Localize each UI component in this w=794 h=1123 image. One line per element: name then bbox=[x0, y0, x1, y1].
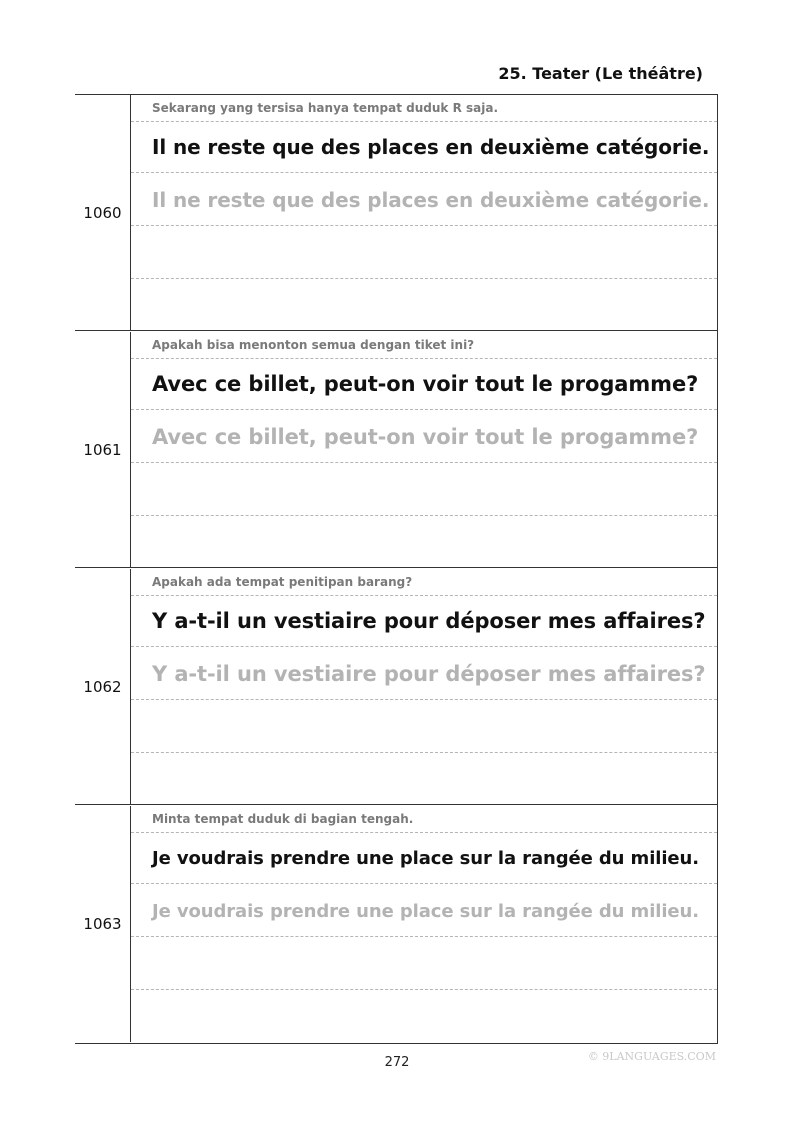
model-sentence: Il ne reste que des places en deuxième catégorie. bbox=[152, 135, 710, 159]
trace-sentence: Il ne reste que des places en deuxième catégorie. bbox=[152, 188, 710, 212]
hint-text: Apakah bisa menonton semua dengan tiket ini? bbox=[152, 338, 475, 352]
writing-lines bbox=[131, 806, 717, 1042]
hint-line bbox=[131, 806, 717, 833]
entry-row bbox=[75, 569, 717, 805]
entry-row bbox=[75, 95, 717, 331]
copyright-notice: © 9LANGUAGES.COM bbox=[587, 1050, 716, 1063]
writing-lines bbox=[131, 569, 717, 804]
model-sentence: Je voudrais prendre une place sur la rangée du milieu. bbox=[152, 848, 699, 869]
hint-text: Apakah ada tempat penitipan barang? bbox=[152, 575, 413, 589]
dashed-rule bbox=[131, 225, 717, 226]
dashed-rule bbox=[131, 515, 717, 516]
entry-number: 1060 bbox=[75, 95, 131, 330]
dashed-rule bbox=[131, 462, 717, 463]
trace-sentence: Je voudrais prendre une place sur la rangée du milieu. bbox=[152, 901, 699, 922]
hint-text: Sekarang yang tersisa hanya tempat duduk R saja. bbox=[152, 101, 498, 115]
entry-row bbox=[75, 332, 717, 568]
entry-number: 1062 bbox=[75, 569, 131, 804]
page-number: 272 bbox=[384, 1055, 410, 1070]
dashed-rule bbox=[131, 989, 717, 990]
dashed-rule bbox=[131, 172, 717, 173]
dashed-rule bbox=[131, 409, 717, 410]
model-sentence: Avec ce billet, peut-on voir tout le progamme? bbox=[152, 372, 699, 396]
entry-row bbox=[75, 806, 717, 1042]
hint-text: Minta tempat duduk di bagian tengah. bbox=[152, 812, 414, 826]
entry-number: 1061 bbox=[75, 332, 131, 567]
dashed-rule bbox=[131, 278, 717, 279]
hint-line bbox=[131, 569, 717, 596]
hint-line bbox=[131, 332, 717, 359]
entry-number: 1063 bbox=[75, 806, 131, 1042]
dashed-rule bbox=[131, 936, 717, 937]
dashed-rule bbox=[131, 699, 717, 700]
writing-lines bbox=[131, 95, 717, 330]
trace-sentence: Avec ce billet, peut-on voir tout le progamme? bbox=[152, 425, 699, 449]
page-title: 25. Teater (Le théâtre) bbox=[498, 64, 703, 83]
entries-table bbox=[75, 94, 718, 1044]
trace-sentence: Y a-t-il un vestiaire pour déposer mes affaires? bbox=[152, 662, 706, 686]
dashed-rule bbox=[131, 646, 717, 647]
dashed-rule bbox=[131, 883, 717, 884]
model-sentence: Y a-t-il un vestiaire pour déposer mes affaires? bbox=[152, 609, 706, 633]
writing-lines bbox=[131, 332, 717, 567]
hint-line bbox=[131, 95, 717, 122]
dashed-rule bbox=[131, 752, 717, 753]
